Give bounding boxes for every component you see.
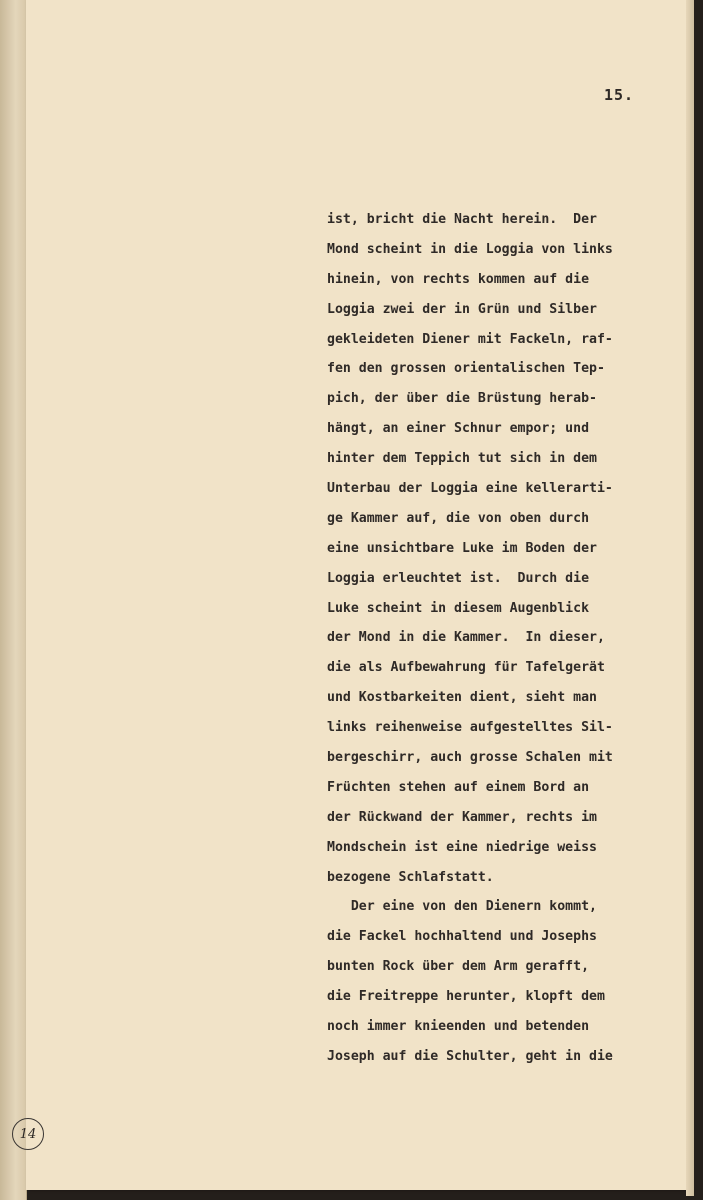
- text-line: Der eine von den Dienern kommt,: [327, 899, 597, 915]
- text-line: Mond scheint in die Loggia von links: [327, 241, 613, 257]
- text-line: Mondschein ist eine niedrige weiss: [327, 839, 597, 855]
- text-line: die Freitreppe herunter, klopft dem: [327, 989, 605, 1005]
- archive-folio-stamp: [12, 1118, 44, 1150]
- archive-folio-number: 14: [19, 1126, 37, 1142]
- text-line: ist, bricht die Nacht herein. Der: [327, 212, 597, 227]
- text-line: hinein, von rechts kommen auf die: [327, 271, 590, 287]
- text-line: hängt, an einer Schnur empor; und: [327, 421, 590, 437]
- text-line: Unterbau der Loggia eine kellerarti-: [327, 481, 613, 497]
- text-line: der Rückwand der Kammer, rechts im: [327, 809, 597, 825]
- text-line: ge Kammer auf, die von oben durch: [327, 510, 590, 526]
- text-line: und Kostbarkeiten dient, sieht man: [327, 690, 597, 706]
- text-line: noch immer knieenden und betenden: [327, 1019, 590, 1035]
- text-line: Früchten stehen auf einem Bord an: [327, 779, 590, 795]
- text-line: fen den grossen orientalischen Tep-: [327, 361, 605, 377]
- text-line: eine unsichtbare Luke im Boden der: [327, 540, 597, 556]
- text-line: bezogene Schlafstatt.: [327, 869, 494, 885]
- typescript-body: [327, 205, 667, 1072]
- text-line: links reihenweise aufgestelltes Sil-: [327, 720, 613, 736]
- text-line: pich, der über die Brüstung herab-: [327, 391, 597, 407]
- text-line: Loggia zwei der in Grün und Silber: [327, 301, 597, 317]
- text-line: hinter dem Teppich tut sich in dem: [327, 451, 597, 467]
- text-line: Joseph auf die Schulter, geht in die: [327, 1048, 613, 1064]
- page-number: 15.: [604, 86, 635, 104]
- page-right-edge: [686, 0, 694, 1196]
- text-line: Loggia erleuchtet ist. Durch die: [327, 570, 590, 586]
- text-line: gekleideten Diener mit Fackeln, raf-: [327, 331, 613, 347]
- underlying-page-edge: [0, 0, 27, 1200]
- text-line: bergeschirr, auch grosse Schalen mit: [327, 750, 613, 766]
- text-line: der Mond in die Kammer. In dieser,: [327, 630, 605, 646]
- text-line: die als Aufbewahrung für Tafelgerät: [327, 660, 605, 676]
- text-line: Luke scheint in diesem Augenblick: [327, 600, 590, 616]
- text-line: die Fackel hochhaltend und Josephs: [327, 929, 597, 945]
- text-line: bunten Rock über dem Arm gerafft,: [327, 959, 590, 975]
